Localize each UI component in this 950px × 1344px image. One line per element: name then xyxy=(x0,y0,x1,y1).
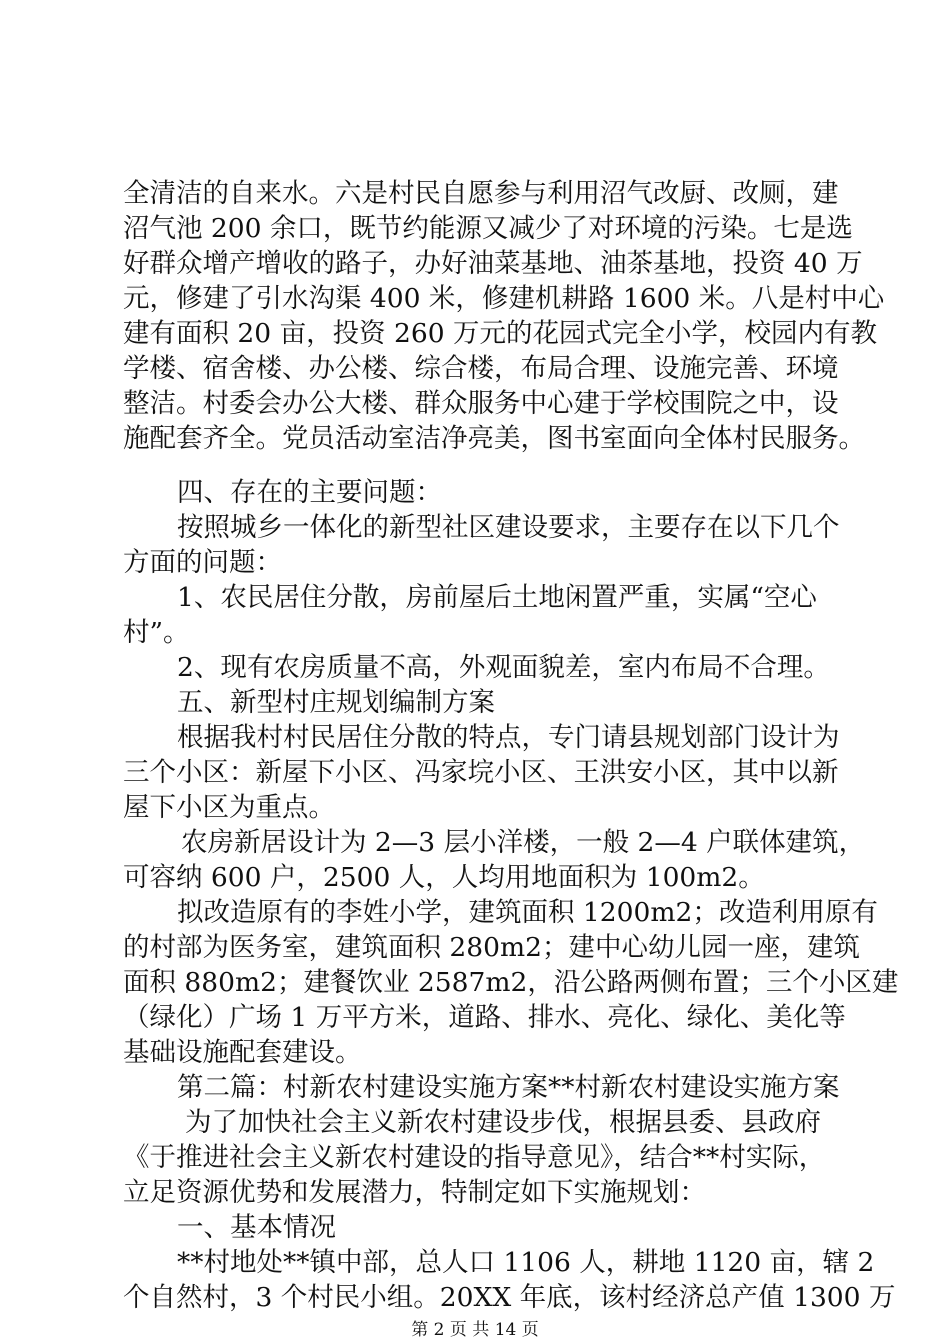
text-line: 沼气池 200 余口，既节约能源又减少了对环境的污染。七是选 xyxy=(123,213,853,244)
text-line: 村”。 xyxy=(123,617,190,648)
text-line: 方面的问题： xyxy=(123,547,282,578)
text-line: 立足资源优势和发展潜力，特制定如下实施规划： xyxy=(123,1177,706,1208)
text-line: 按照城乡一体化的新型社区建设要求，主要存在以下几个 xyxy=(177,512,840,543)
text-line: 农房新居设计为 2—3 层小洋楼，一般 2—4 户联体建筑， xyxy=(181,827,866,858)
text-line: 基础设施配套建设。 xyxy=(123,1037,362,1068)
text-line: 三个小区：新屋下小区、冯家垸小区、王洪安小区，其中以新 xyxy=(123,757,839,788)
chapter-title: 第二篇：村新农村建设实施方案**村新农村建设实施方案 xyxy=(177,1072,840,1103)
text-line: **村地处**镇中部，总人口 1106 人，耕地 1120 亩，辖 2 xyxy=(177,1247,875,1278)
text-line: 建有面积 20 亩，投资 260 万元的花园式完全小学，校园内有教 xyxy=(123,318,877,349)
text-line: 的村部为医务室，建筑面积 280m2；建中心幼儿园一座，建筑 xyxy=(123,932,860,963)
text-line: （绿化）广场 1 万平方米，道路、排水、亮化、绿化、美化等 xyxy=(123,1002,846,1033)
text-line: 个自然村，3 个村民小组。20XX 年底，该村经济总产值 1300 万 xyxy=(123,1282,896,1313)
text-line: 全清洁的自来水。六是村民自愿参与利用沼气改厨、改厕，建 xyxy=(123,178,839,209)
text-line: 1、农民居住分散，房前屋后土地闲置严重，实属“空心 xyxy=(177,582,817,613)
section-heading: 四、存在的主要问题： xyxy=(177,477,442,508)
text-line: 整洁。村委会办公大楼、群众服务中心建于学校围院之中，设 xyxy=(123,388,839,419)
text-line: 好群众增产增收的路子，办好油菜基地、油茶基地，投资 40 万 xyxy=(123,248,863,279)
text-line: 学楼、宿舍楼、办公楼、综合楼，布局合理、设施完善、环境 xyxy=(123,353,839,384)
section-heading: 五、新型村庄规划编制方案 xyxy=(177,687,495,718)
text-line: 施配套齐全。党员活动室洁净亮美，图书室面向全体村民服务。 xyxy=(123,423,865,454)
text-line: 拟改造原有的李姓小学，建筑面积 1200m2；改造利用原有 xyxy=(177,897,878,928)
text-line: 2、现有农房质量不高，外观面貌差，室内布局不合理。 xyxy=(177,652,830,683)
text-line: 屋下小区为重点。 xyxy=(123,792,335,823)
text-line: 根据我村村民居住分散的特点，专门请县规划部门设计为 xyxy=(177,722,840,753)
text-line: 《于推进社会主义新农村建设的指导意见》，结合**村实际， xyxy=(123,1142,826,1173)
section-heading: 一、基本情况 xyxy=(177,1212,336,1243)
text-line: 可容纳 600 户，2500 人，人均用地面积为 100m2。 xyxy=(123,862,765,893)
text-line: 面积 880m2；建餐饮业 2587m2，沿公路两侧布置；三个小区建 xyxy=(123,967,899,998)
text-line: 元，修建了引水沟渠 400 米，修建机耕路 1600 米。八是村中心 xyxy=(123,283,885,314)
text-line: 为了加快社会主义新农村建设步伐，根据县委、县政府 xyxy=(185,1107,821,1138)
page-footer: 第 2 页 共 14 页 xyxy=(411,1320,539,1340)
